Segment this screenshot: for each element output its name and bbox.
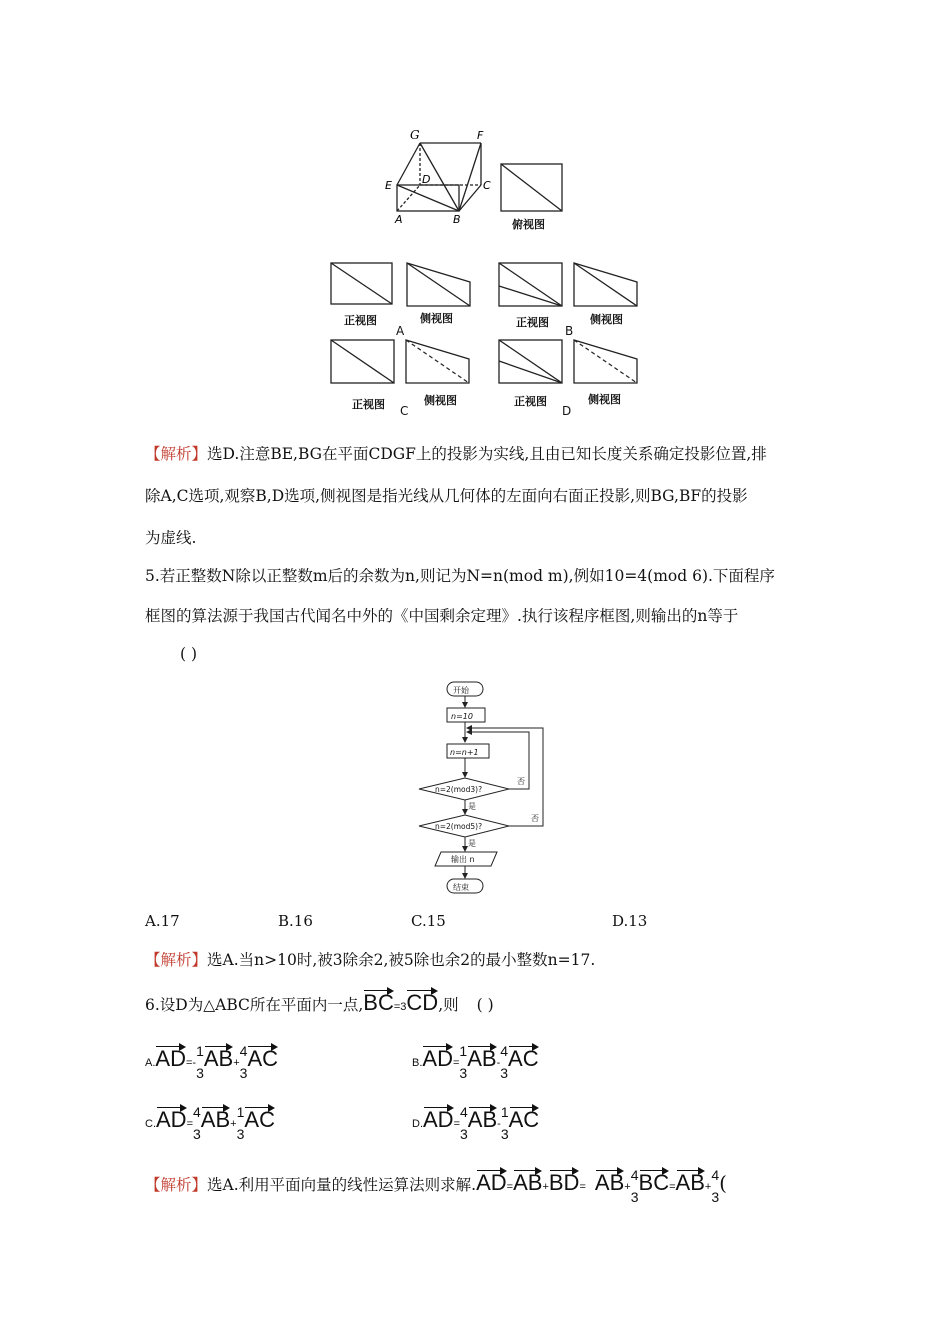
top-view-figure bbox=[500, 163, 564, 213]
flow-init-text: n=10 bbox=[451, 712, 473, 721]
flow-start-text: 开始 bbox=[453, 686, 469, 695]
flow-no1: 否 bbox=[517, 777, 525, 786]
q5-option-b: B.16 bbox=[278, 912, 313, 930]
vector-cd: CD bbox=[406, 986, 438, 1014]
q5-solution: 【解析】选A.当n>10时,被3除余2,被5除也余2的最小整数n=17. bbox=[145, 951, 596, 969]
q6-stem: 6.设D为△ABC所在平面内一点,BC=3CD,则 ( ) bbox=[145, 986, 494, 1015]
flowchart bbox=[405, 676, 565, 898]
vertex-label-e: E bbox=[385, 179, 392, 192]
flow-yes1: 是 bbox=[468, 802, 476, 811]
option-c-side-view bbox=[405, 339, 471, 385]
flow-cond2-text: n=2(mod5)? bbox=[435, 822, 483, 831]
option-c-front-label: 正视图 bbox=[352, 398, 385, 411]
q5-stem-line2: 框图的算法源于我国古代闻名中外的《中国剩余定理》.执行该程序框图,则输出的n等于 bbox=[145, 607, 739, 625]
vertex-label-b: B bbox=[453, 213, 461, 226]
flow-no2: 否 bbox=[531, 814, 539, 823]
vector-bc: BC bbox=[363, 986, 394, 1014]
option-c-side-label: 侧视图 bbox=[424, 394, 457, 407]
top-view-label: 俯视图 bbox=[512, 218, 545, 231]
vertex-label-d: D bbox=[422, 173, 431, 186]
vertex-label-c: C bbox=[483, 179, 491, 192]
option-d-letter: D bbox=[562, 404, 572, 418]
q4-solution-line1: 【解析】选D.注意BE,BG在平面CDGF上的投影为实线,且由已知长度关系确定投影位置,排 bbox=[145, 445, 767, 463]
option-c-letter: C bbox=[400, 404, 409, 418]
q5-stem-line1: 5.若正整数N除以正整数m后的余数为n,则记为N=n(mod m),例如10=4(mod 6).下面程序 bbox=[145, 567, 775, 585]
q6-option-b: B.AD= 1 3 AB- 4 3 AC bbox=[412, 1042, 539, 1081]
vertex-label-a: A bbox=[395, 213, 403, 226]
q6-option-a: A.AD=- 1 3 AB+ 4 3 AC bbox=[145, 1042, 279, 1081]
option-a-side-label: 侧视图 bbox=[420, 312, 453, 325]
option-a-side-view bbox=[406, 262, 472, 308]
option-a-front-view bbox=[330, 262, 394, 306]
q6-option-c: C.AD= 4 3 AB+ 1 3 AC bbox=[145, 1103, 275, 1142]
solution-tag: 【解析】 bbox=[145, 445, 208, 463]
option-b-front-view bbox=[498, 262, 564, 308]
vertex-label-f: F bbox=[477, 129, 484, 142]
option-b-letter: B bbox=[565, 324, 574, 338]
option-d-side-view bbox=[573, 339, 639, 385]
option-a-front-label: 正视图 bbox=[344, 314, 377, 327]
option-a-letter: A bbox=[396, 324, 405, 338]
flow-end-text: 结束 bbox=[453, 883, 469, 892]
q5-answer-paren: ( ) bbox=[180, 645, 198, 663]
flow-yes2: 是 bbox=[468, 839, 476, 848]
q5-option-a: A.17 bbox=[145, 912, 180, 930]
q5-option-c: C.15 bbox=[411, 912, 446, 930]
option-d-front-label: 正视图 bbox=[514, 395, 547, 408]
option-b-side-view bbox=[573, 262, 639, 308]
flow-cond1-text: n=2(mod3)? bbox=[435, 785, 483, 794]
q6-option-d: D.AD= 4 3 AB- 1 3 AC bbox=[412, 1103, 540, 1142]
vertex-label-g: G bbox=[410, 128, 420, 142]
option-b-front-label: 正视图 bbox=[516, 316, 549, 329]
option-b-side-label: 侧视图 bbox=[590, 313, 623, 326]
q5-option-d: D.13 bbox=[612, 912, 648, 930]
q6-solution: 【解析】选A.利用平面向量的线性运算法则求解.AD=AB+BD= AB+ 4 3 BC=AB+ 4 3 ( bbox=[145, 1167, 727, 1205]
option-d-front-view bbox=[498, 339, 564, 385]
flow-step-text: n=n+1 bbox=[450, 748, 479, 757]
option-c-front-view bbox=[330, 339, 396, 385]
option-d-side-label: 侧视图 bbox=[588, 393, 621, 406]
flow-output-text: 输出 n bbox=[451, 855, 475, 864]
q4-solution-line3: 为虚线. bbox=[145, 529, 197, 547]
q4-solution-line2: 除A,C选项,观察B,D选项,侧视图是指光线从几何体的左面向右面正投影,则BG,BF的投影 bbox=[145, 487, 748, 505]
